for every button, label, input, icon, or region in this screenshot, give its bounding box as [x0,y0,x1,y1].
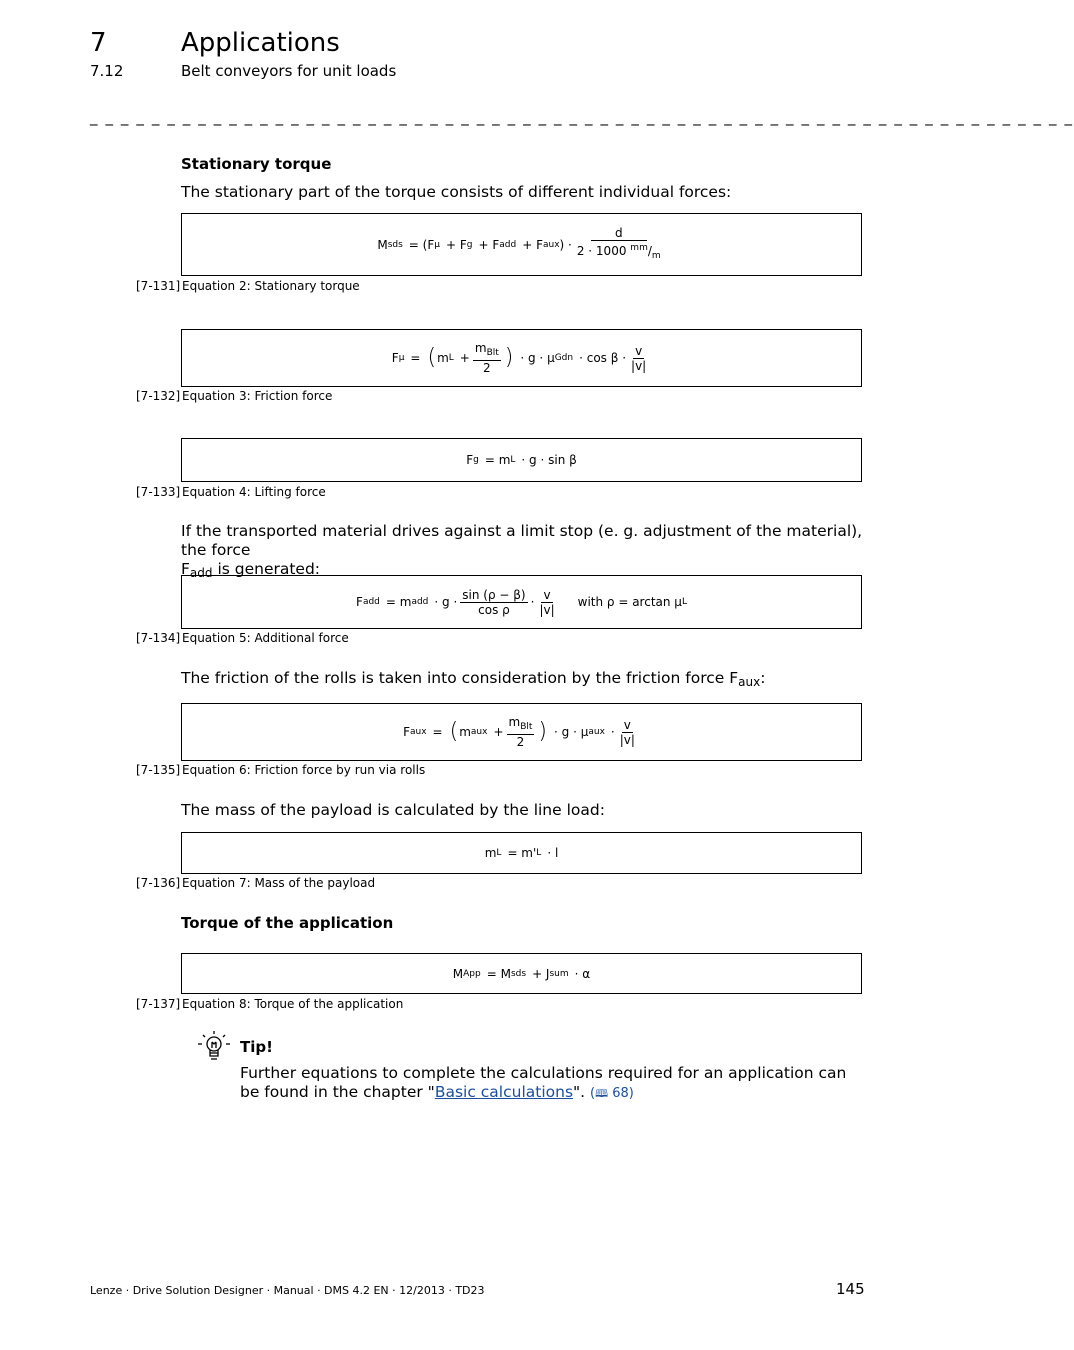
equation-rolls-friction: F aux = ( m aux + $\frac{m_{Blt}}{2}$ ) · g · μ aux · $\frac{v}{|v|}$ [403,715,635,749]
lightbulb-icon [197,1030,231,1064]
tip-text: Further equations to complete the calculations required for an application can be found in the chapter "Basic calculations". (🕮 68) [240,1064,847,1101]
equation-box-additional-force [181,575,862,629]
caption-eq8: [7-137] Equation 8: Torque of the application [136,997,404,1011]
limit-stop-text: If the transported material drives against a limit stop (e. g. adjustment of the material), the force $F_{add}$ is generated: [181,522,863,580]
equation-box-payload-mass [181,832,862,874]
rolls-friction-text: The friction of the rolls is taken into consideration by the friction force $F_{aux}$: [181,669,766,689]
chapter-number: 7 [90,28,107,58]
header-separator: _ _ _ _ _ _ _ _ _ _ _ _ _ _ _ _ _ _ _ _ _ _ _ _ _ _ _ _ _ _ _ _ _ _ _ _ _ _ _ _ _ _ _ _ _ _ _ _ _ _ _ _ _ _ _ _ _ _ _ _ _ _ _ _ [90,108,1074,126]
footer-text: Lenze · Drive Solution Designer · Manual · DMS 4.2 EN · 12/2013 · TD23 [90,1284,485,1297]
equation-payload-mass: m L = m' L · l [484,846,559,860]
book-icon: 🕮 [595,1087,609,1100]
stationary-intro: The stationary part of the torque consists of different individual forces: [181,183,732,201]
caption-eq4: [7-133] Equation 4: Lifting force [136,485,326,499]
equation-box-application-torque [181,953,862,994]
caption-eq5: [7-134] Equation 5: Additional force [136,631,349,645]
equation-friction-force: F μ = ( m L + $\frac{m_{Blt}}{2}$ ) · g · μ Gdn · cos β · $\frac{v}{|v|}$ [391,341,647,375]
caption-eq2: [7-131] Equation 2: Stationary torque [136,279,360,293]
equation-box-rolls-friction [181,703,862,761]
section-title: Belt conveyors for unit loads [181,62,397,80]
caption-eq7: [7-136] Equation 7: Mass of the payload [136,876,376,890]
section-number: 7.12 [90,62,124,80]
equation-additional-force: F add = m add · g · $\frac{\sin (\rho - \beta)}{\text{cos ρ}}$ · $\frac{v}{|v|}$ with ρ = arctan μ L [356,587,687,617]
equation-stationary-torque: M sds = (F μ + F g + F add + F aux ) · $\frac{d}{2 \cdot 1000 ^{mm}/_m}$ [377,226,661,261]
equation-box-lifting-force [181,438,862,482]
tip-title: Tip! [240,1038,273,1056]
chapter-title: Applications [181,28,340,58]
equation-box-friction-force [181,329,862,387]
page-reference[interactable]: (🕮 68) [590,1086,634,1101]
basic-calculations-link[interactable]: Basic calculations [434,1083,574,1101]
page-number: 145 [836,1280,865,1298]
payload-text: The mass of the payload is calculated by the line load: [181,801,605,819]
equation-application-torque: M App = M sds + J sum · α [452,966,591,981]
equation-box-stationary-torque [181,213,862,276]
equation-lifting-force: F g = m L · g · sin β [466,453,577,467]
torque-application-heading: Torque of the application [181,914,394,932]
stationary-torque-heading: Stationary torque [181,155,332,173]
caption-eq6: [7-135] Equation 6: Friction force by run via rolls [136,763,426,777]
caption-eq3: [7-132] Equation 3: Friction force [136,389,333,403]
